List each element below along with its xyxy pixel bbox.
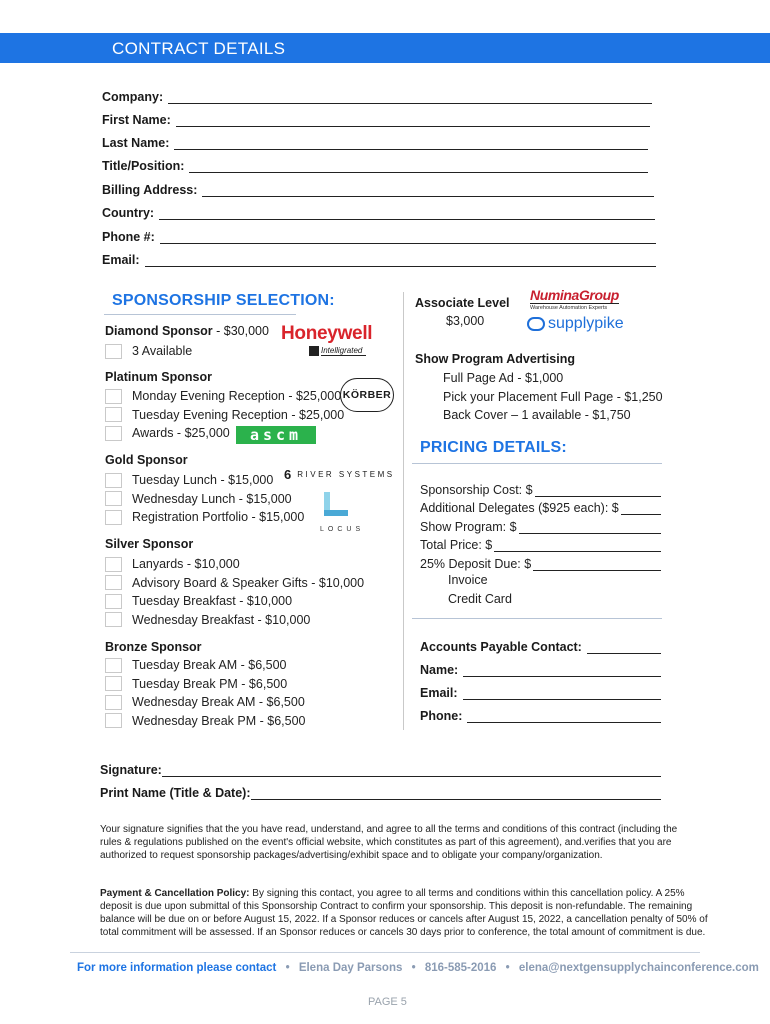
footer-rule <box>70 952 700 953</box>
program-item: Pick your Placement Full Page - $1,250 <box>443 389 663 404</box>
checkbox[interactable] <box>105 612 122 627</box>
checkbox[interactable] <box>105 491 122 506</box>
platinum-option[interactable]: Tuesday Evening Reception - $25,000 <box>105 406 344 425</box>
six-river-systems-logo: 6 RIVER SYSTEMS <box>284 467 395 482</box>
country-field[interactable]: Country: <box>102 204 655 220</box>
silver-options <box>105 555 364 629</box>
platinum-option[interactable]: Awards - $25,000 <box>105 424 344 443</box>
bronze-option[interactable]: Tuesday Break AM - $6,500 <box>105 656 305 675</box>
column-divider <box>403 292 404 730</box>
payment-methods <box>448 571 512 608</box>
gold-option[interactable]: Registration Portfolio - $15,000 <box>105 508 304 527</box>
supplypike-icon <box>527 317 545 331</box>
checkbox[interactable] <box>105 407 122 422</box>
program-item: Back Cover – 1 available - $1,750 <box>443 408 631 423</box>
section-header-bar <box>0 33 770 63</box>
gold-option[interactable]: Wednesday Lunch - $15,000 <box>105 490 304 509</box>
gold-options <box>105 471 304 527</box>
supplypike-logo: supplypike <box>527 315 624 333</box>
sponsorship-heading-rule <box>104 314 296 315</box>
silver-option[interactable]: Wednesday Breakfast - $10,000 <box>105 611 364 630</box>
pricing-heading-rule <box>412 463 662 464</box>
ap-phone-field[interactable]: Phone: <box>420 707 661 723</box>
silver-sponsor-title: Silver Sponsor <box>105 537 194 551</box>
checkbox[interactable] <box>105 658 122 673</box>
print-name-field[interactable]: Print Name (Title & Date): <box>100 784 661 800</box>
numina-group-logo: NuminaGroup Warehouse Automation Experts <box>530 287 619 311</box>
cancellation-policy: Payment & Cancellation Policy: By signing this contact, you agree to all terms and conditions within this cancellation policy. A 25% deposit is due upon submittal of this Sponsorship Contract to confirm your sponsorship. This deposit is non-refundable. The remaining balance will be due on or before August 15, 2022. If a Sponsor reduces or cancels after August 15, 2022, a cancellation penalty of 50% of total commitment will be assessed. If an Sponsor reduces or cancels 30 days prior to conference, the total amount of commitment is due. <box>100 888 708 938</box>
total-price-field[interactable]: Total Price: $ <box>420 534 661 553</box>
ap-contact-field[interactable]: Accounts Payable Contact: <box>420 638 661 654</box>
honeywell-logo: Honeywell Intelligrated <box>281 323 373 355</box>
title-position-field[interactable]: Title/Position: <box>102 157 648 173</box>
diamond-checkbox-row[interactable]: 3 Available <box>105 342 192 361</box>
ascm-logo: ascm <box>236 426 316 444</box>
gold-option[interactable]: Tuesday Lunch - $15,000 <box>105 471 304 490</box>
ap-email-field[interactable]: Email: <box>420 684 661 700</box>
sponsorship-heading: SPONSORSHIP SELECTION: <box>112 292 335 309</box>
section-title: CONTRACT DETAILS <box>112 39 286 58</box>
sponsorship-cost-field[interactable]: Sponsorship Cost: $ <box>420 478 661 497</box>
pricing-bottom-rule <box>412 618 662 619</box>
bronze-option[interactable]: Tuesday Break PM - $6,500 <box>105 675 305 694</box>
checkbox[interactable] <box>105 557 122 572</box>
platinum-sponsor-title: Platinum Sponsor <box>105 370 212 384</box>
silver-option[interactable]: Lanyards - $10,000 <box>105 555 364 574</box>
invoice-option[interactable]: Invoice <box>448 573 488 588</box>
page-number: PAGE 5 <box>368 996 407 1008</box>
pricing-heading: PRICING DETAILS: <box>420 439 567 456</box>
locus-logo-text: LOCUS <box>320 526 365 533</box>
company-field[interactable]: Company: <box>102 88 652 104</box>
pricing-lines <box>420 478 661 571</box>
associate-price: $3,000 <box>446 314 485 329</box>
signature-field[interactable]: Signature: <box>100 761 661 777</box>
deposit-due-field[interactable]: 25% Deposit Due: $ <box>420 552 661 571</box>
terms-text: Your signature signifies that the you have read, understand, and agree to all the terms and conditions of this contract (including the rules & regulations published on the event's official website, which constitutes as part of this agreement), and.verifies that you are authorized to request sponsorship packages/advertising/exhibit space and to obligate your company/organization. <box>100 824 678 861</box>
diamond-sponsor-title: Diamond Sponsor - $30,000 <box>105 324 269 338</box>
platinum-option[interactable]: Monday Evening Reception - $25,000 <box>105 387 344 406</box>
checkbox[interactable] <box>105 426 122 441</box>
bronze-option[interactable]: Wednesday Break AM - $6,500 <box>105 693 305 712</box>
silver-option[interactable]: Advisory Board & Speaker Gifts - $10,000 <box>105 574 364 593</box>
checkbox[interactable] <box>105 473 122 488</box>
korber-logo: KÖRBER <box>340 378 394 412</box>
billing-address-field[interactable]: Billing Address: <box>102 181 654 197</box>
checkbox[interactable] <box>105 575 122 590</box>
gold-sponsor-title: Gold Sponsor <box>105 453 188 467</box>
email-field[interactable]: Email: <box>102 251 656 267</box>
program-item: Full Page Ad - $1,000 <box>443 371 564 386</box>
checkbox[interactable] <box>105 389 122 404</box>
bronze-option[interactable]: Wednesday Break PM - $6,500 <box>105 712 305 731</box>
footer-email[interactable]: elena@nextgensupplychainconference.com <box>518 962 759 974</box>
phone-field[interactable]: Phone #: <box>102 228 656 244</box>
show-program-items <box>443 369 663 425</box>
checkbox[interactable] <box>105 713 122 728</box>
additional-delegates-field[interactable]: Additional Delegates ($925 each): $ <box>420 497 661 516</box>
silver-option[interactable]: Tuesday Breakfast - $10,000 <box>105 592 364 611</box>
checkbox[interactable] <box>105 676 122 691</box>
last-name-field[interactable]: Last Name: <box>102 134 648 150</box>
locus-icon <box>318 492 352 516</box>
bronze-sponsor-title: Bronze Sponsor <box>105 640 202 654</box>
checkbox[interactable] <box>105 695 122 710</box>
show-program-cost-field[interactable]: Show Program: $ <box>420 515 661 534</box>
first-name-field[interactable]: First Name: <box>102 111 650 127</box>
footer-phone[interactable]: 816-585-2016 <box>424 962 497 974</box>
checkbox[interactable] <box>105 594 122 609</box>
associate-level-title: Associate Level <box>415 296 510 310</box>
ap-name-field[interactable]: Name: <box>420 661 661 677</box>
credit-card-option[interactable]: Credit Card <box>448 591 512 606</box>
checkbox[interactable] <box>105 510 122 525</box>
bronze-options <box>105 656 305 730</box>
show-program-title: Show Program Advertising <box>415 352 575 366</box>
footer-contact: For more information please contact • Elena Day Parsons • 816-585-2016 • elena@nextgensupplychainconference.com <box>77 962 759 974</box>
diamond-checkbox[interactable] <box>105 344 122 359</box>
